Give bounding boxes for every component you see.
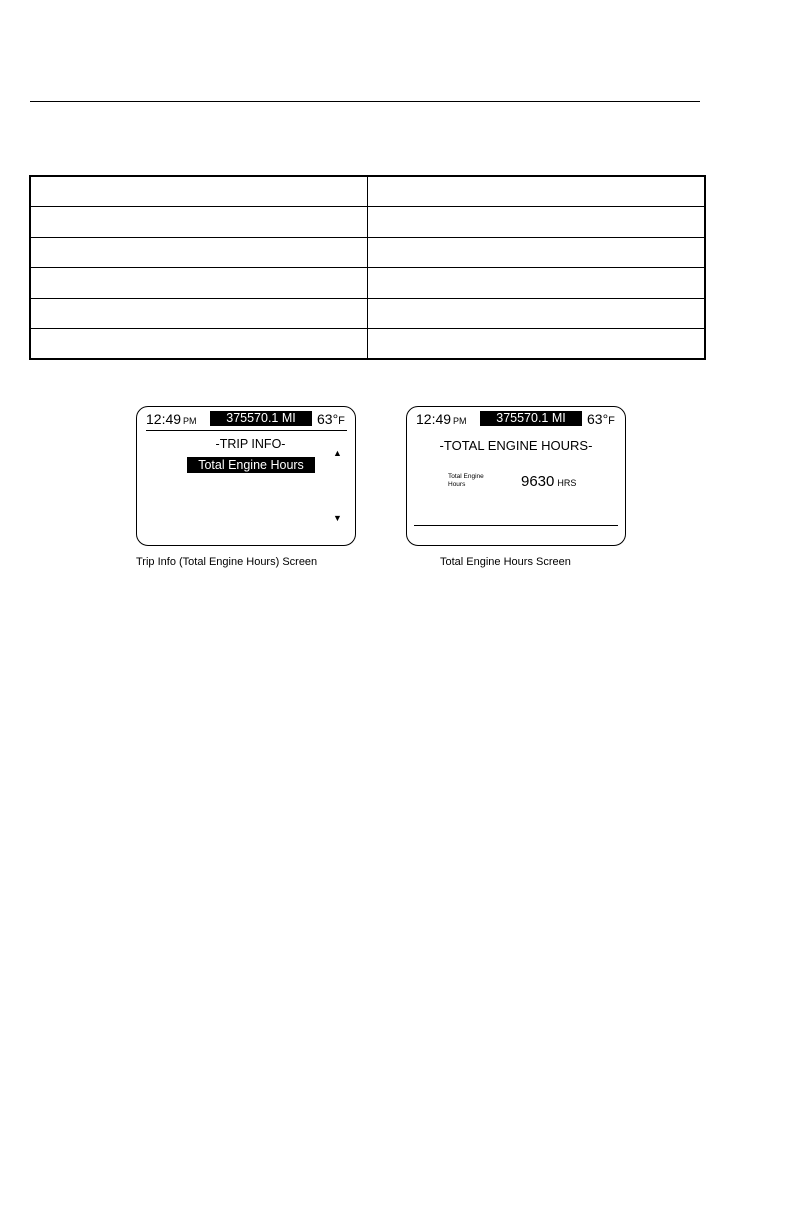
hours-number: 9630 — [521, 473, 555, 490]
trip-info-caption: Trip Info (Total Engine Hours) Screen — [136, 556, 318, 568]
table-cell — [30, 298, 368, 329]
temperature-unit: F — [608, 415, 615, 427]
table-row — [30, 207, 705, 238]
engine-hours-screen — [406, 406, 626, 546]
temperature-unit: F — [338, 415, 345, 427]
temperature-value: 63° — [317, 411, 339, 427]
table-cell — [30, 176, 368, 207]
table-cell — [368, 176, 706, 207]
table-row — [30, 176, 705, 207]
trip-info-screen — [136, 406, 356, 546]
clock-ampm: PM — [183, 416, 197, 426]
temperature — [317, 411, 345, 427]
bottom-divider — [414, 525, 618, 526]
table-cell — [368, 329, 706, 360]
empty-table — [29, 175, 706, 360]
table-row — [30, 329, 705, 360]
table-cell — [30, 329, 368, 360]
table-cell — [368, 298, 706, 329]
top-rule — [30, 101, 700, 102]
hours-label-line1: Total Engine — [448, 473, 484, 480]
menu-item-total-engine-hours[interactable]: Total Engine Hours — [187, 457, 315, 473]
clock-time: 12:49 — [146, 411, 182, 427]
table-row — [30, 298, 705, 329]
status-bar — [407, 407, 625, 433]
table-cell — [368, 268, 706, 299]
scroll-up-icon[interactable]: ▲ — [333, 448, 342, 458]
temperature-value: 63° — [587, 411, 609, 427]
clock — [146, 411, 197, 427]
clock-ampm: PM — [453, 416, 467, 426]
table-cell — [30, 268, 368, 299]
engine-hours-caption: Total Engine Hours Screen — [440, 556, 571, 568]
table-cell — [368, 237, 706, 268]
table-row — [30, 268, 705, 299]
table-cell — [30, 237, 368, 268]
odometer: 375570.1 MI — [480, 411, 582, 426]
hours-value — [521, 473, 576, 490]
menu-title: -TRIP INFO- — [215, 437, 286, 451]
table-row — [30, 237, 705, 268]
hours-label — [448, 473, 488, 489]
temperature — [587, 411, 615, 427]
table-cell — [30, 207, 368, 238]
scroll-down-icon[interactable]: ▼ — [333, 513, 342, 523]
hours-unit: HRS — [557, 478, 577, 488]
table-cell — [368, 207, 706, 238]
hours-label-line2: Hours — [448, 481, 466, 488]
odometer: 375570.1 MI — [210, 411, 312, 426]
clock-time: 12:49 — [416, 411, 452, 427]
clock — [416, 411, 467, 427]
hours-title: -TOTAL ENGINE HOURS- — [439, 438, 593, 453]
status-divider — [146, 430, 347, 431]
